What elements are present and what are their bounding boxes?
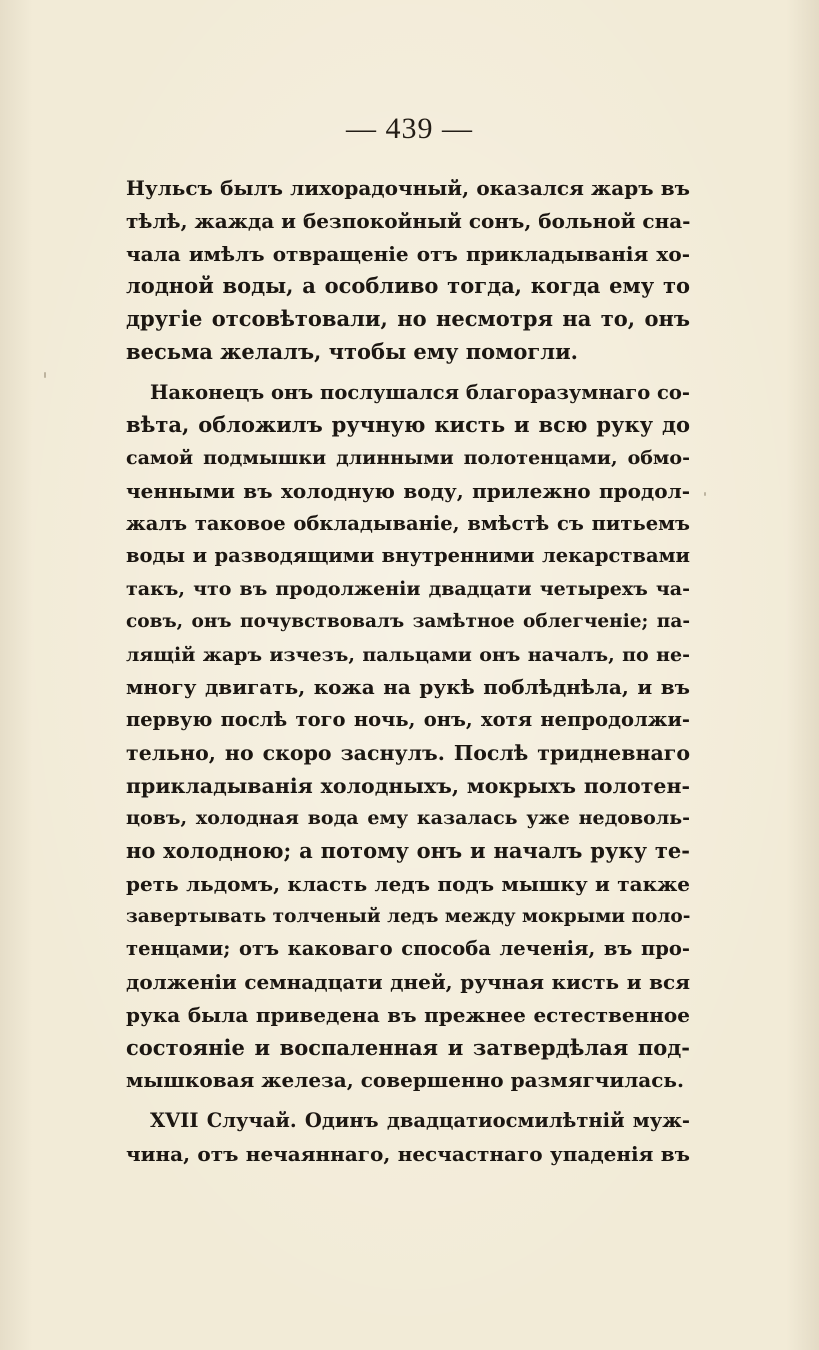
text-line: чина, отъ нечаяннаго, несчастнаго упаденiя въ xyxy=(126,1141,690,1166)
text-line: жалъ таковое обкладыванiе, вмѣстѣ съ питьемъ xyxy=(126,511,690,535)
text-line: Наконецъ онъ послушался благоразумнаго со- xyxy=(150,380,690,404)
text-line: лодной воды, а особливо тогда, когда ему то xyxy=(126,273,690,299)
paper-speck xyxy=(704,492,706,496)
text-line: такъ, что въ продолженiи двадцати четырехъ ча- xyxy=(126,578,690,600)
paragraph-gap xyxy=(126,1097,690,1105)
text-line: мышковая железа, совершенно размягчилась. xyxy=(126,1068,684,1093)
text-line: лящiй жаръ изчезъ, пальцами онъ началъ, по не- xyxy=(126,643,690,666)
text-line: Нульсъ былъ лихорадочный, оказался жаръ въ xyxy=(126,176,690,200)
text-line: совъ, онъ почувствовалъ замѣтное облегченiе; па- xyxy=(126,610,690,632)
body-text xyxy=(126,172,690,1171)
text-line: чала имѣлъ отвращенiе отъ прикладыванiя хо- xyxy=(126,241,690,266)
text-line: воды и разводящими внутренними лекарствами xyxy=(126,544,690,568)
text-line: рука была приведена въ прежнее естественное xyxy=(126,1002,690,1027)
text-line: самой подмышки длинными полотенцами, обмо- xyxy=(126,447,690,469)
text-line: вѣта, обложилъ ручную кисть и всю руку до xyxy=(126,412,690,438)
text-line: но холодною; а потому онъ и началъ руку те- xyxy=(126,838,690,863)
text-line: многу двигать, кожа на рукѣ поблѣднѣла, и въ xyxy=(126,675,690,700)
text-line: цовъ, холодная вода ему казалась уже недоволь- xyxy=(126,807,690,830)
paper-speck xyxy=(44,372,46,378)
text-line: ченными въ холодную воду, прилежно продол- xyxy=(126,478,690,503)
text-line: первую послѣ того ночь, онъ, хотя непродолжи- xyxy=(126,708,690,731)
text-line: долженiи семнадцати дней, ручная кисть и вся xyxy=(126,970,690,994)
text-line: тенцами; отъ каковаго способа леченiя, въ про- xyxy=(126,937,690,961)
text-line: тельно, но скоро заснулъ. Послѣ тридневнаго xyxy=(126,740,690,765)
text-line: тѣлѣ, жажда и безпокойный сонъ, больной сна- xyxy=(126,208,691,233)
text-line: состоянiе и воспаленная и затвердѣлая под- xyxy=(126,1034,690,1060)
text-line: весьма желалъ, чтобы ему помогли. xyxy=(126,338,578,364)
text-line: другiе отсовѣтовали, но несмотря на то, онъ xyxy=(126,306,690,331)
text-line: XVII Случай. Одинъ двадцатиосмилѣтнiй муж- xyxy=(150,1109,690,1132)
text-line: реть льдомъ, класть ледъ подъ мышку и также xyxy=(126,871,690,896)
page-number: — 439 — xyxy=(346,112,473,145)
paragraph-gap xyxy=(126,369,690,377)
text-line: прикладыванiя холодныхъ, мокрыхъ полотен- xyxy=(126,773,690,798)
text-line: завертывать толченый ледъ между мокрыми поло- xyxy=(126,905,691,927)
